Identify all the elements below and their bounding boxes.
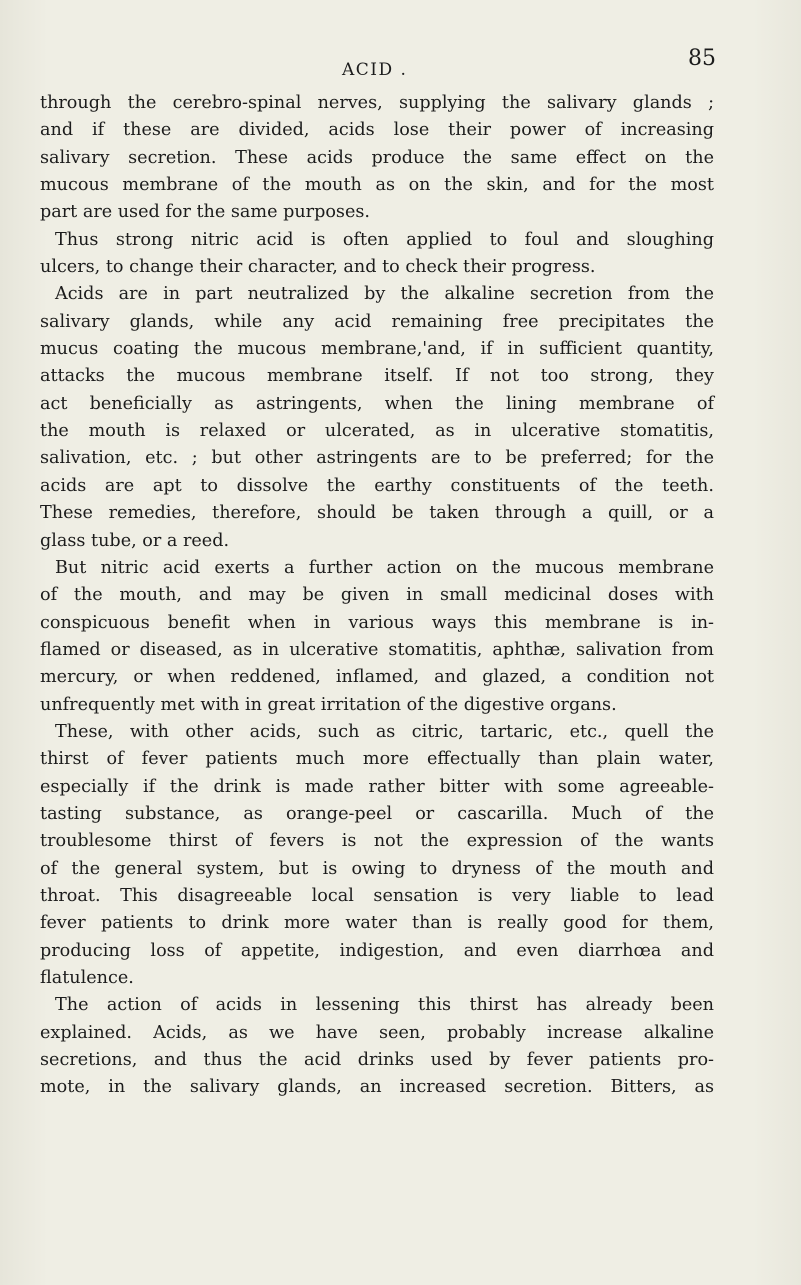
text-line: salivation, etc. ; but other astringents are to be preferred; for the	[40, 448, 714, 469]
text-line: But nitric acid exerts a further action on the mucous membrane	[55, 557, 714, 578]
text-line: flatulence.	[40, 968, 134, 988]
running-head: ACID .	[342, 60, 408, 80]
text-line: explained. Acids, as we have seen, probably increase alkaline	[40, 1022, 714, 1043]
text-line: thirst of fever patients much more effectually than plain water,	[40, 749, 714, 770]
text-line: troublesome thirst of fevers is not the expression of the wants	[40, 831, 714, 852]
text-line: Thus strong nitric acid is often applied to foul and sloughing	[55, 229, 714, 250]
text-line: These remedies, therefore, should be taken through a quill, or a	[40, 503, 714, 524]
text-line: the mouth is relaxed or ulcerated, as in ulcerative stomatitis,	[40, 421, 714, 442]
text-line: tasting substance, as orange-peel or cascarilla. Much of the	[40, 803, 714, 824]
text-line: unfrequently met with in great irritation of the digestive organs.	[40, 694, 617, 715]
text-line: producing loss of appetite, indigestion, and even diarrhœa and	[40, 940, 714, 961]
text-line: mucous membrane of the mouth as on the skin, and for the most	[40, 175, 714, 196]
text-line: salivary glands, while any acid remaining free precipitates the	[40, 311, 714, 332]
text-line: secretions, and thus the acid drinks used by fever patients pro-	[40, 1050, 714, 1071]
text-line: mote, in the salivary glands, an increased secretion. Bitters, as	[40, 1077, 714, 1098]
text-line: act beneficially as astringents, when the lining membrane of	[40, 393, 714, 414]
text-line: glass tube, or a reed.	[40, 530, 230, 551]
text-line: Acids are in part neutralized by the alkaline secretion from the	[55, 284, 714, 305]
text-line: ulcers, to change their character, and to check their progress.	[40, 257, 596, 278]
text-line: of the general system, but is owing to dryness of the mouth and	[40, 858, 714, 879]
text-line: mucus coating the mucous membrane,'and, if in sufficient quantity,	[40, 339, 714, 360]
text-line: through the cerebro-spinal nerves, supplying the salivary glands ;	[40, 93, 714, 113]
text-line: fever patients to drink more water than is really good for them,	[40, 913, 714, 934]
text-line: part are used for the same purposes.	[40, 202, 370, 223]
text-line: acids are apt to dissolve the earthy constituents of the teeth.	[40, 475, 714, 496]
text-line: conspicuous benefit when in various ways this membrane is in-	[40, 612, 714, 633]
text-line: salivary secretion. These acids produce the same effect on the	[40, 147, 714, 168]
text-line: especially if the drink is made rather bitter with some agreeable-	[40, 776, 714, 797]
text-line: The action of acids in lessening this thirst has already been	[55, 995, 714, 1016]
text-line: These, with other acids, such as citric, tartaric, etc., quell the	[55, 721, 714, 742]
page-number: 85	[688, 46, 716, 71]
text-line: and if these are divided, acids lose their power of increasing	[40, 120, 714, 141]
text-line: flamed or diseased, as in ulcerative stomatitis, aphthæ, salivation from	[40, 639, 714, 660]
page-header	[0, 46, 801, 82]
text-line: mercury, or when reddened, inflamed, and glazed, a condition not	[40, 667, 714, 688]
text-line: throat. This disagreeable local sensation is very liable to lead	[40, 885, 714, 906]
text-line: of the mouth, and may be given in small medicinal doses with	[40, 585, 714, 606]
text-line: attacks the mucous membrane itself. If not too strong, they	[40, 366, 714, 387]
body-text	[40, 90, 714, 1102]
